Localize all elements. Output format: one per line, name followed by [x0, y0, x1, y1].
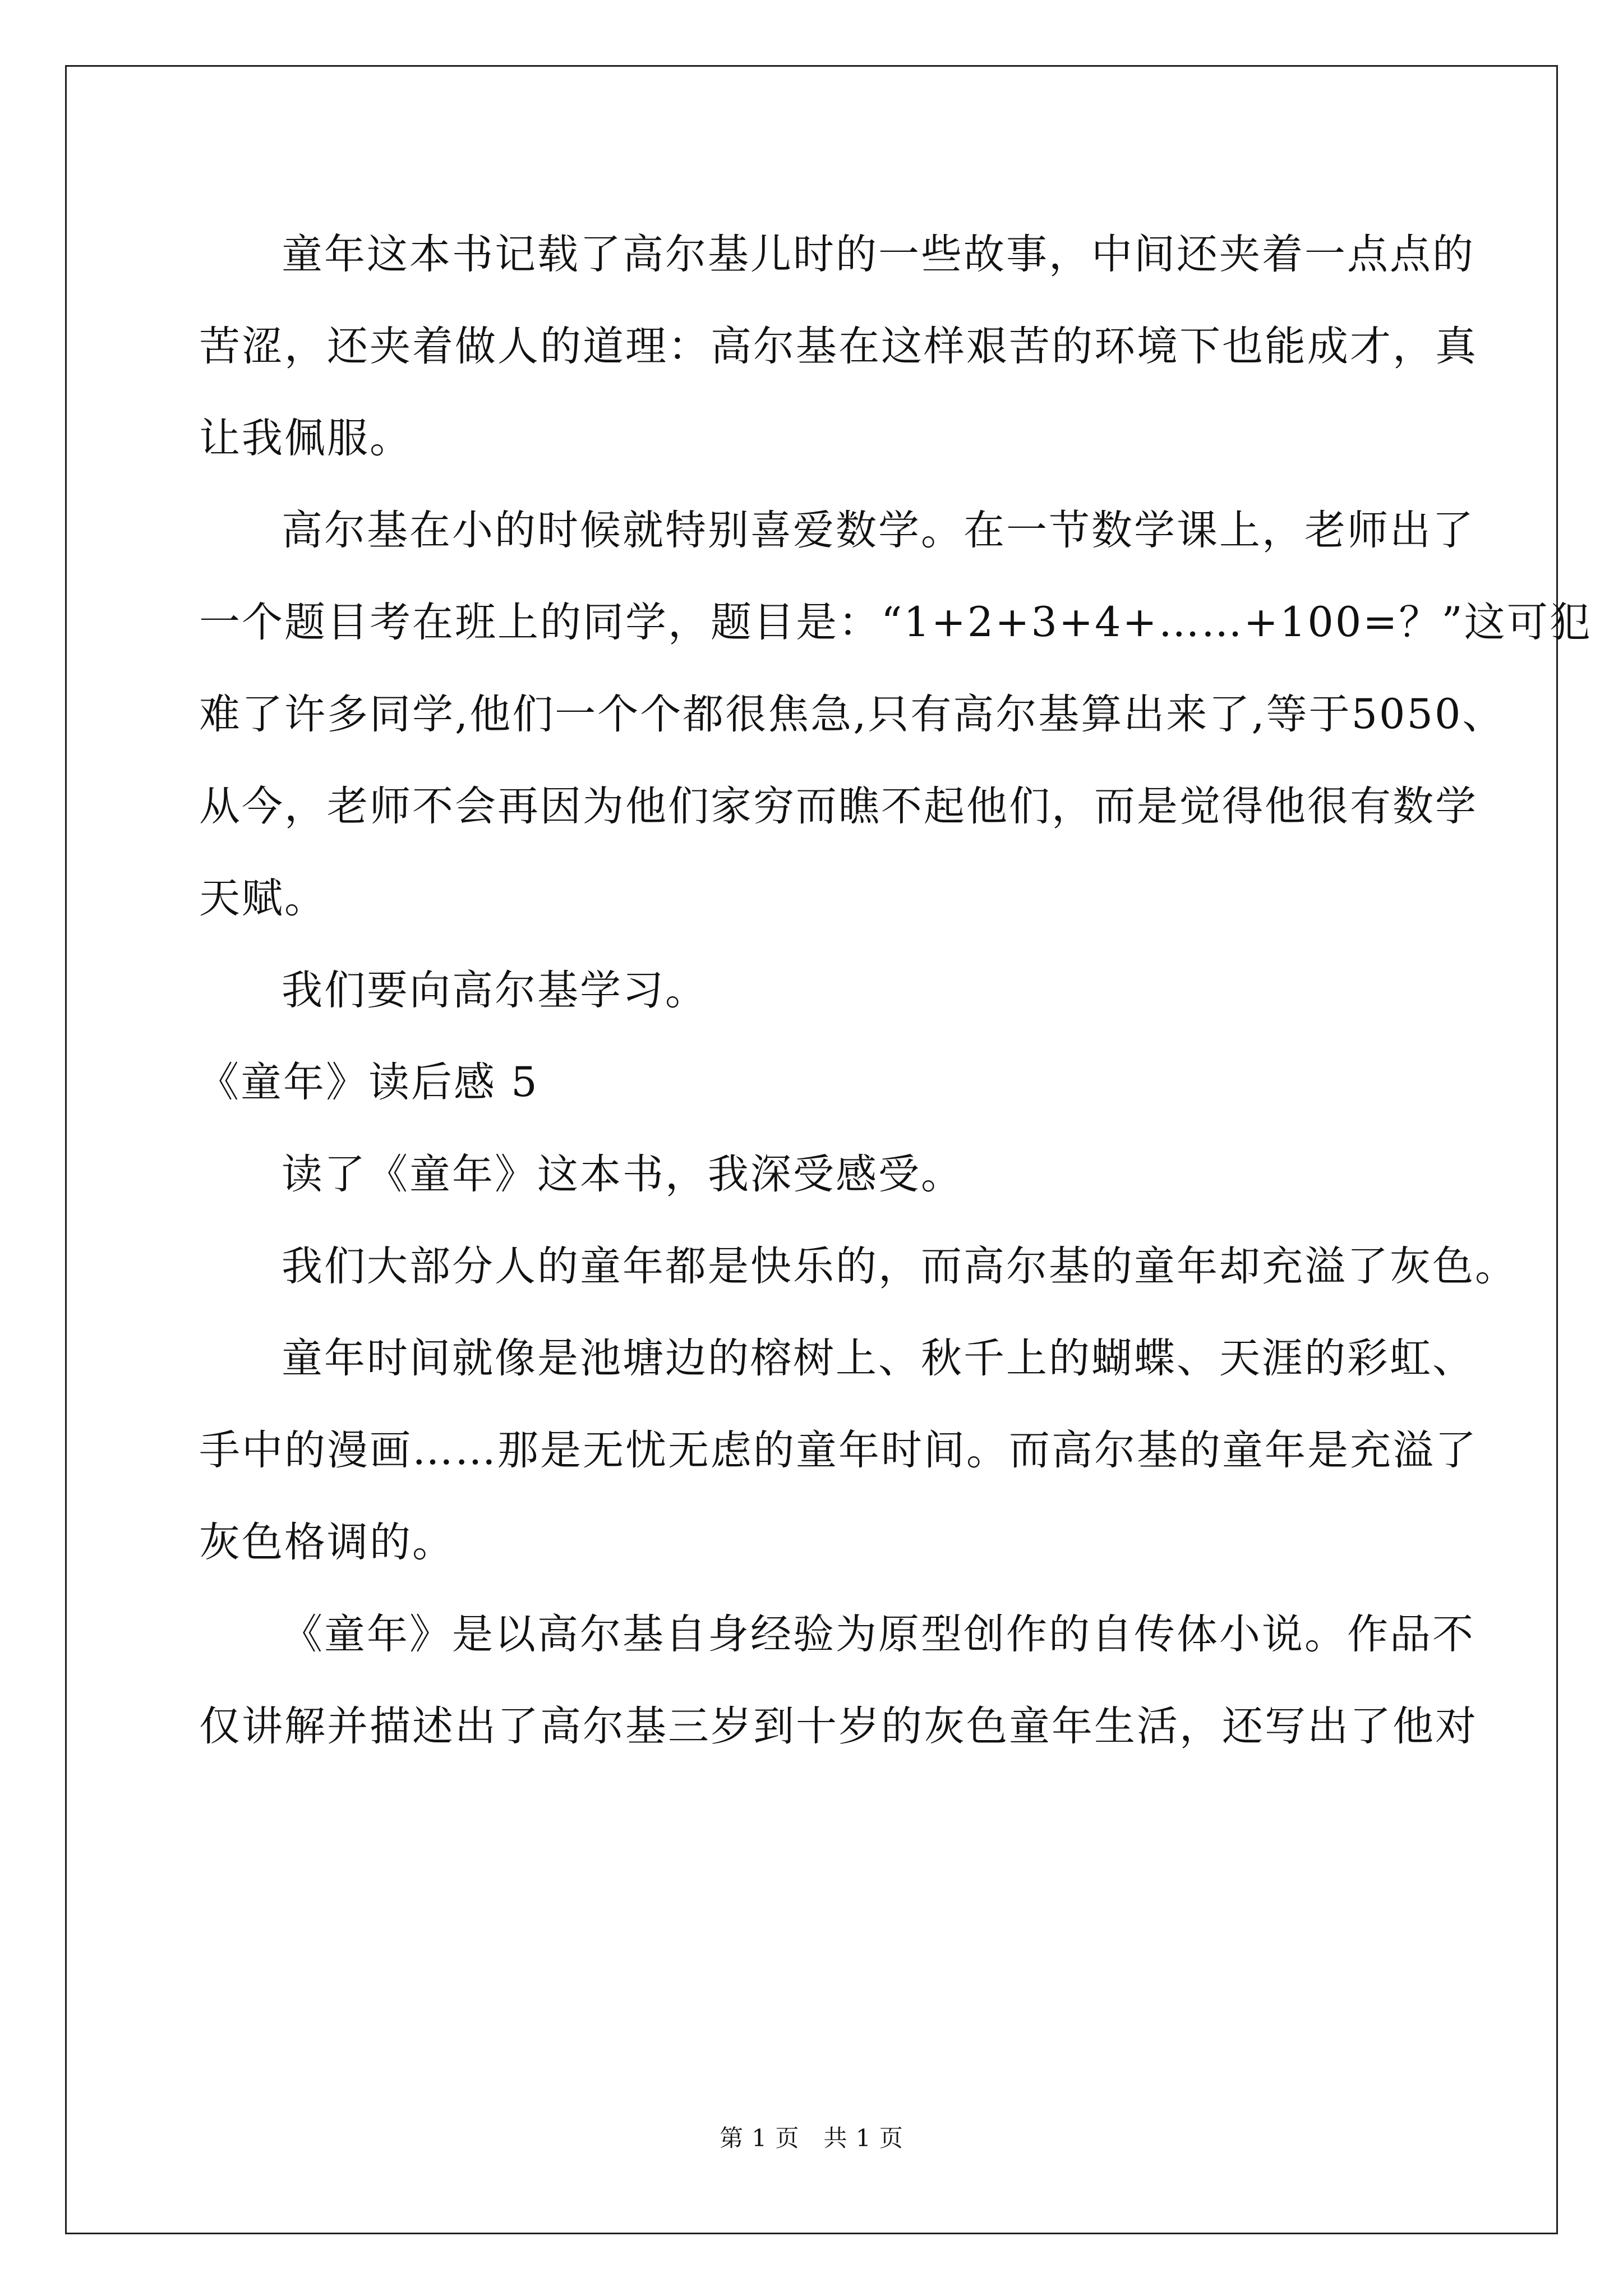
paragraph-line: 一个题目考在班上的同学，题目是：“1+2+3+4+……+100=？”这可犯	[199, 599, 1592, 646]
paragraph-line: 读了《童年》这本书，我深受感受。	[282, 1151, 963, 1198]
paragraph-line: 苦涩，还夹着做人的道理：高尔基在这样艰苦的环境下也能成才，真	[199, 323, 1478, 370]
paragraph-line: 我们要向高尔基学习。	[282, 967, 708, 1014]
paragraph-line: 高尔基在小的时候就特别喜爱数学。在一节数学课上，老师出了	[282, 507, 1475, 554]
paragraph-line: 童年时间就像是池塘边的榕树上、秋千上的蝴蝶、天涯的彩虹、	[282, 1335, 1475, 1382]
document-body	[198, 209, 1592, 1773]
section-heading: 《童年》读后感 5	[198, 1059, 539, 1106]
paragraph-line: 天赋。	[199, 875, 327, 922]
paragraph-line: 童年这本书记载了高尔基儿时的一些故事，中间还夹着一点点的	[282, 231, 1475, 278]
page-footer: 第 1 页 共 1 页	[720, 2124, 903, 2152]
paragraph-line: 《童年》是以高尔基自身经验为原型创作的自传体小说。作品不	[282, 1611, 1475, 1658]
paragraph-line: 灰色格调的。	[199, 1519, 455, 1566]
paragraph-line: 从今，老师不会再因为他们家穷而瞧不起他们，而是觉得他很有数学	[199, 783, 1478, 830]
paragraph-line: 仅讲解并描述出了高尔基三岁到十岁的灰色童年生活，还写出了他对	[199, 1703, 1478, 1750]
paragraph-line: 手中的漫画……那是无忧无虑的童年时间。而高尔基的童年是充溢了	[199, 1427, 1478, 1474]
paragraph-line: 让我佩服。	[199, 415, 412, 462]
paragraph-line: 难了许多同学,他们一个个都很焦急,只有高尔基算出来了,等于5050、	[199, 691, 1505, 738]
paragraph-line: 我们大部分人的童年都是快乐的，而高尔基的童年却充溢了灰色。	[282, 1243, 1518, 1290]
